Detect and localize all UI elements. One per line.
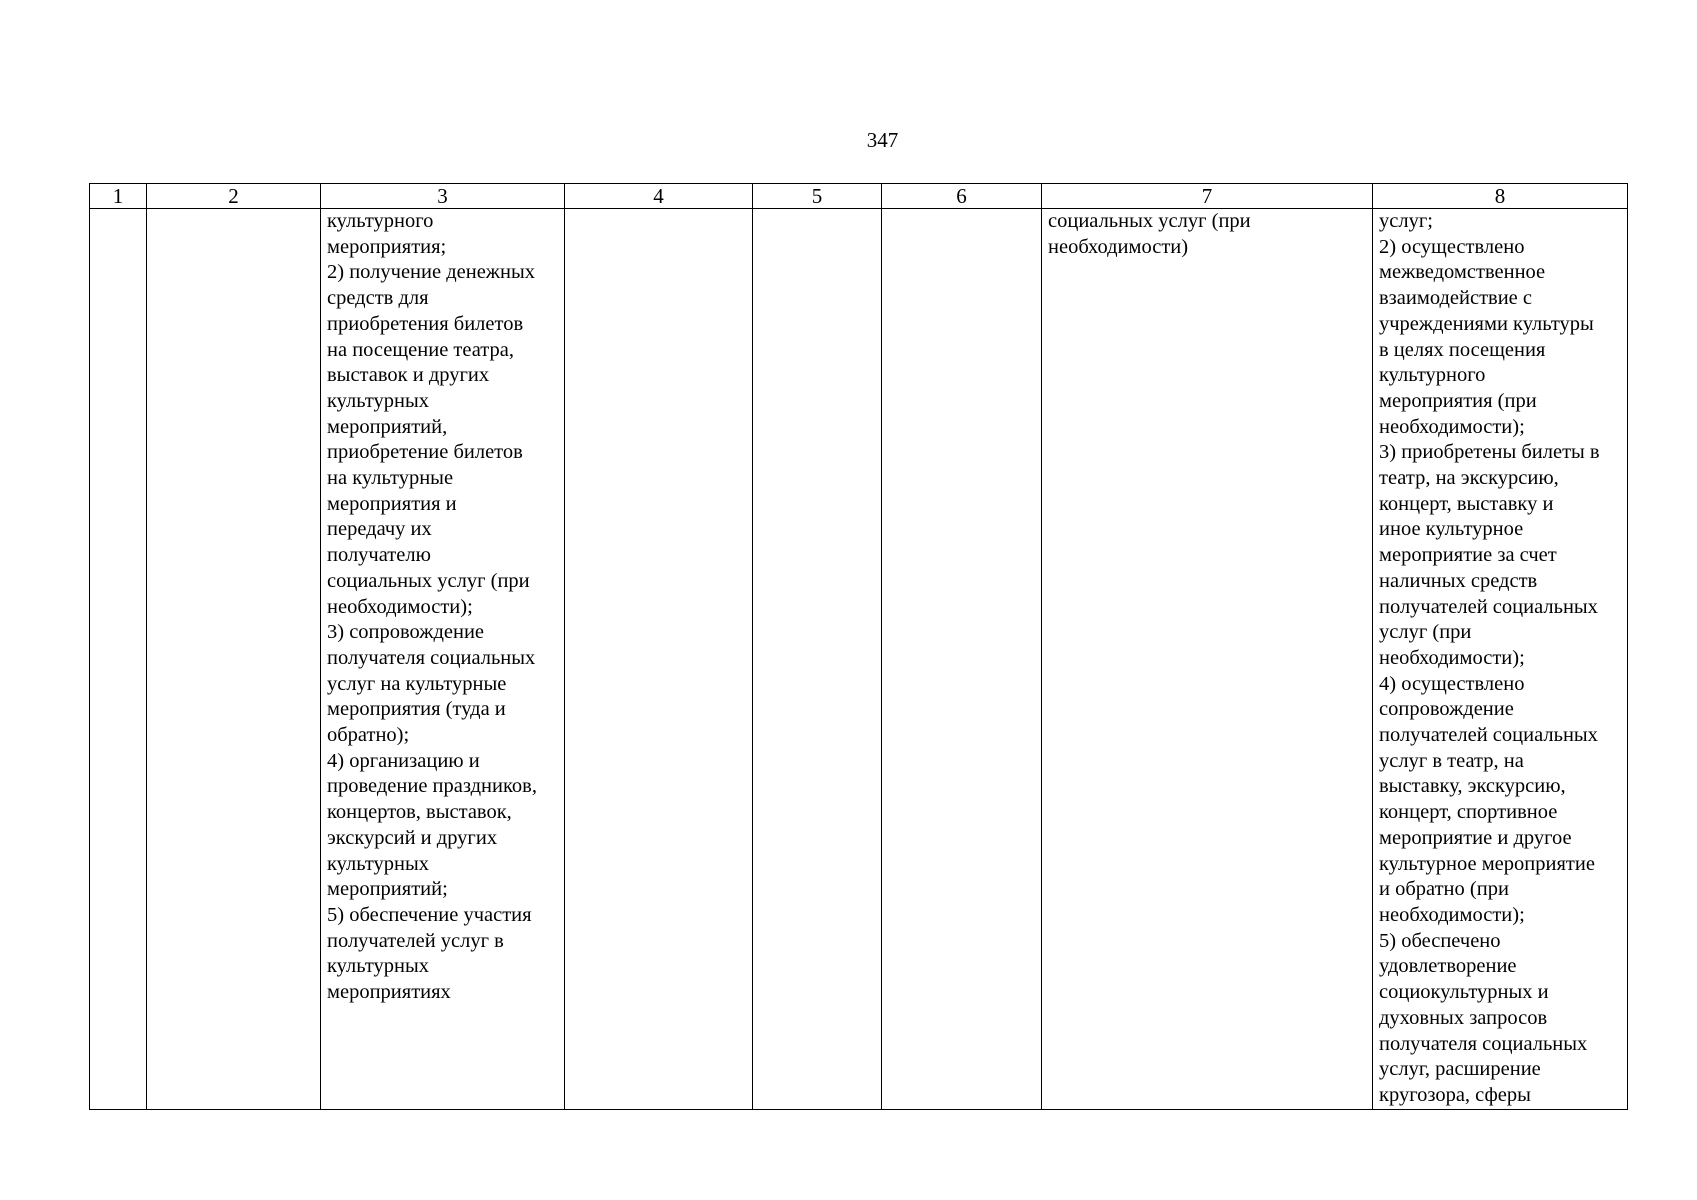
column-header-5: 5	[753, 184, 882, 209]
page-number: 347	[866, 128, 899, 152]
cell-col-4	[565, 209, 753, 1110]
cell-col-1	[90, 209, 147, 1110]
cell-col-3: культурного мероприятия; 2) получение денежных средств для приобретения билетов на посещение театра, выставок и других культурных мероприятий, приобретение билетов на культурные мероприятия и передачу их получателю социальных услуг (при необходимости); 3) сопровождение получателя социальных услуг на культурные мероприятия (туда и обратно); 4) организацию и проведение праздников, концертов, выставок, экскурсий и других культурных мероприятий; 5) обеспечение участия получателей услуг в культурных мероприятиях	[321, 209, 565, 1110]
services-table	[89, 183, 1628, 1110]
column-header-4: 4	[565, 184, 753, 209]
table-row	[90, 209, 1628, 1110]
cell-col-7: социальных услуг (при необходимости)	[1042, 209, 1373, 1110]
column-header-3: 3	[321, 184, 565, 209]
column-header-2: 2	[147, 184, 321, 209]
cell-col-6	[882, 209, 1042, 1110]
column-header-1: 1	[90, 184, 147, 209]
cell-col-8: услуг; 2) осуществлено межведомственное взаимодействие с учреждениями культуры в целях посещения культурного мероприятия (при необходимости); 3) приобретены билеты в театр, на экскурсию, концерт, выставку и иное культурное мероприятие за счет наличных средств получателей социальных услуг (при необходимости); 4) осуществлено сопровождение получателей социальных услуг в театр, на выставку, экскурсию, концерт, спортивное мероприятие и другое культурное мероприятие и обратно (при необходимости); 5) обеспечено удовлетворение социокультурных и духовных запросов получателя социальных услуг, расширение кругозора, сферы	[1373, 209, 1628, 1110]
cell-col-5	[753, 209, 882, 1110]
column-header-7: 7	[1042, 184, 1373, 209]
column-header-6: 6	[882, 184, 1042, 209]
column-header-8: 8	[1373, 184, 1628, 209]
column-number-row	[90, 184, 1628, 209]
cell-col-2	[147, 209, 321, 1110]
